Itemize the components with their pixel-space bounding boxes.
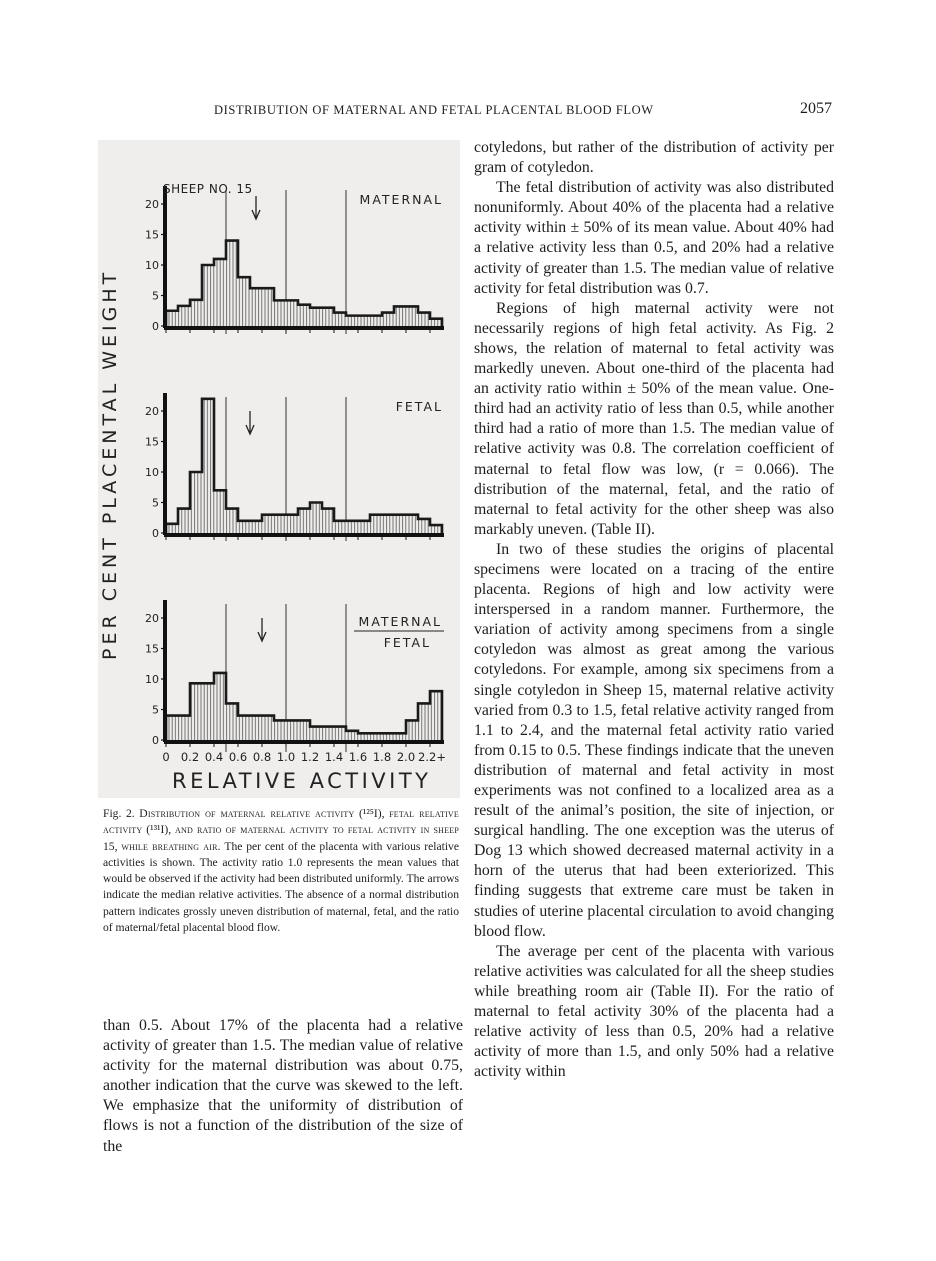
paragraph: In two of these studies the origins of placental specimens were located on a tracing of the entire placenta. Regions of high and low activity were interspersed in a random manner. Furthermore, the variation of activity among specimens from a single cotyledon was almost as great among the various cotyledons. For example, among six specimens from a single cotyledon in Sheep 15, maternal relative activity varied from 0.3 to 1.5, fetal relative activity ranged from 1.1 to 2.4, and the maternal fetal activity ratio varied from 0.15 to 0.5. These findings indicate that the uneven distribution of maternal and fetal activity in most experiments was not confined to a localized area as a result of the animal’s position, the site of injection, or surgical handling. The one exception was the uterus of Dog 13 which showed decreased maternal activity in a horn of the uterus that had been exteriorized. This finding suggests that extreme care must be taken in studies of uterine placental circulation to avoid changing blood flow. <box>474 540 834 940</box>
paragraph: cotyledons, but rather of the distribution of activity per gram of cotyledon. <box>474 139 834 177</box>
paragraph: The fetal distribution of activity was also distributed nonuniformly. About 40% of the placenta had a relative activity within ± 50% of its mean value. About 40% had a relative activity less than 0.5, and 20% had a relative activity of greater than 1.5. The median value of relative activity for fetal distribution was 0.7. <box>474 179 834 297</box>
histogram-bar <box>238 716 250 740</box>
right-column <box>474 138 834 1082</box>
histogram-bar <box>370 316 382 326</box>
histogram-bar <box>178 306 190 326</box>
histogram-bar <box>394 515 406 533</box>
histogram-bar <box>370 515 382 533</box>
panel-title: MATERNAL <box>359 192 443 207</box>
histogram-bar <box>382 313 394 326</box>
histogram-bar <box>214 259 226 326</box>
y-tick-label: 0 <box>152 527 159 540</box>
x-tick-label: 0.8 <box>252 750 272 764</box>
y-tick-label: 15 <box>145 228 159 242</box>
histogram-panel-1 <box>145 393 444 541</box>
histogram-bar <box>178 509 190 533</box>
histogram-bar <box>298 509 310 533</box>
histogram-bar <box>226 703 238 740</box>
figure-2 <box>98 140 460 798</box>
histogram-bar <box>286 515 298 533</box>
histogram-bar <box>226 241 238 326</box>
histogram-bar <box>346 731 358 740</box>
histogram-bar <box>202 265 214 326</box>
x-tick-label: 0 <box>162 750 170 764</box>
histogram-bar <box>238 277 250 326</box>
histogram-bar <box>346 521 358 533</box>
histogram-bar <box>322 308 334 326</box>
histogram-bar <box>166 716 178 740</box>
x-tick-label: 1.2 <box>300 750 320 764</box>
histogram-bar <box>202 683 214 740</box>
histogram-bar <box>346 316 358 326</box>
paragraph: Regions of high maternal activity were not necessarily regions of high fetal activity. As Fig. 2 shows, the relation of maternal to fetal activity was markedly uneven. About one-third of the placenta had an activity ratio within ± 50% of the mean value. One-third had an activity ratio of less than 0.5, while another third had a ratio of more than 1.5. The median value of relative activity was 0.8. The correlation coefficient of maternal to fetal flow was low, (r = 0.066). The distribution of the maternal, fetal, and the ratio of maternal to fetal activity for the other sheep was also markably uneven. (Table II). <box>474 299 834 538</box>
page-number: 2057 <box>800 100 832 117</box>
histogram-bar <box>322 727 334 740</box>
y-tick-label: 10 <box>145 259 159 272</box>
histogram-bar <box>166 524 178 533</box>
histogram-bar <box>358 521 370 533</box>
y-tick-label: 20 <box>145 612 159 625</box>
paragraph: than 0.5. About 17% of the placenta had a relative activity of greater than 1.5. The median value of relative activity for the maternal distribution was about 0.75, another indication that the curve was skewed to the left. We emphasize that the uniformity of distribution of flows is not a function of the distribution of the size of the <box>103 1017 463 1155</box>
histogram-bar <box>166 311 178 326</box>
x-tick-label: 0.4 <box>204 750 224 764</box>
histogram-bar <box>262 716 274 740</box>
y-tick-label: 20 <box>145 405 159 418</box>
y-tick-label: 15 <box>145 435 159 449</box>
y-tick-label: 5 <box>152 289 159 303</box>
histogram-bar <box>250 521 262 533</box>
histogram-bar <box>382 515 394 533</box>
histogram-panel-0 <box>145 182 444 334</box>
histogram-bar <box>238 521 250 533</box>
y-tick-label: 10 <box>145 466 159 479</box>
y-tick-label: 5 <box>152 496 159 510</box>
figure-caption <box>103 806 459 936</box>
x-tick-label: 2.2+ <box>418 750 446 764</box>
caption-title-2: fetal relative activity <box>103 807 459 837</box>
histogram-bar <box>310 503 322 534</box>
histogram-bar <box>286 300 298 326</box>
histogram-bar <box>250 288 262 326</box>
histogram-bar <box>214 673 226 740</box>
panel-title: FETAL <box>395 399 443 414</box>
caption-isotope-1: (¹²⁵I), <box>359 807 385 820</box>
caption-label: Fig. 2. <box>103 807 135 820</box>
histogram-bar <box>298 305 310 326</box>
histogram-bar <box>406 306 418 326</box>
sheep-number-label: SHEEP NO. 15 <box>163 182 253 196</box>
x-tick-label: 1.6 <box>348 750 368 764</box>
histogram-bar <box>322 509 334 533</box>
caption-title-4: while breathing air. <box>121 839 221 853</box>
histogram-bar <box>250 716 262 740</box>
running-title: DISTRIBUTION OF MATERNAL AND FETAL PLACENTAL BLOOD FLOW <box>214 103 654 117</box>
histogram-bar <box>286 720 298 740</box>
y-tick-label: 5 <box>152 703 159 717</box>
histogram-bar <box>298 720 310 740</box>
histogram-figure <box>98 140 460 798</box>
histogram-bar <box>274 515 286 533</box>
x-axis-label: RELATIVE ACTIVITY <box>172 769 432 793</box>
caption-sheep-number: 15, <box>103 839 118 853</box>
histogram-bar <box>226 509 238 533</box>
histogram-bar <box>358 316 370 326</box>
histogram-bar <box>418 519 430 533</box>
x-tick-label: 0.6 <box>228 750 248 764</box>
paragraph: The average per cent of the placenta with various relative activities was calculated for all the sheep studies while breathing room air (Table II). For the ratio of maternal to fetal activity 30% of the placenta had a relative activity of less than 0.5, 20% had a relative activity of more than 1.5, and only 50% had a relative activity within <box>474 942 834 1081</box>
x-tick-label: 1.0 <box>276 750 296 764</box>
panel-title-denominator: FETAL <box>383 635 431 650</box>
histogram-bar <box>310 727 322 740</box>
histogram-bar <box>262 515 274 533</box>
histogram-bar <box>274 300 286 326</box>
histogram-bar <box>418 313 430 326</box>
panel-title-numerator: MATERNAL <box>358 614 442 629</box>
y-tick-label: 10 <box>145 673 159 686</box>
histogram-bar <box>394 306 406 326</box>
histogram-bar <box>430 691 442 740</box>
histogram-bar <box>406 720 418 740</box>
caption-title-1: Distribution of maternal relative activity <box>139 807 355 820</box>
histogram-bar <box>190 683 202 740</box>
x-tick-label: 0.2 <box>180 750 200 764</box>
x-tick-label: 1.8 <box>372 750 392 764</box>
histogram-bar <box>262 288 274 326</box>
histogram-bar <box>418 703 430 740</box>
histogram-bar <box>274 720 286 740</box>
histogram-bar <box>214 490 226 533</box>
histogram-bar <box>334 313 346 326</box>
x-tick-label: 2.0 <box>396 750 416 764</box>
histogram-bar <box>190 300 202 326</box>
y-tick-label: 0 <box>152 320 159 333</box>
y-axis-label: PER CENT PLACENTAL WEIGHT <box>99 268 121 660</box>
caption-body: The per cent of the placenta with various relative activities is shown. The activity ratio 1.0 represents the mean values that would be observed if the activity had been distributed uniformly. The arrows indicate the median relative activities. The absence of a normal distribution pattern indicates grossly uneven distribution of maternal, fetal, and the ratio of maternal/fetal placental blood flow. <box>103 839 459 935</box>
histogram-bar <box>406 515 418 533</box>
caption-isotope-2: (¹³¹I), <box>146 823 172 837</box>
histogram-bar <box>334 727 346 740</box>
left-column <box>103 1016 463 1157</box>
y-tick-label: 0 <box>152 734 159 747</box>
histogram-bar <box>334 521 346 533</box>
y-tick-label: 15 <box>145 642 159 656</box>
histogram-bar <box>310 308 322 326</box>
histogram-bar <box>190 472 202 533</box>
y-tick-label: 20 <box>145 198 159 211</box>
histogram-bar <box>178 716 190 740</box>
x-tick-label: 1.4 <box>324 750 344 764</box>
histogram-panel-2 <box>145 600 444 752</box>
caption-title-3: and ratio of maternal activity to fetal activity in sheep <box>175 823 459 837</box>
histogram-bar <box>202 399 214 533</box>
